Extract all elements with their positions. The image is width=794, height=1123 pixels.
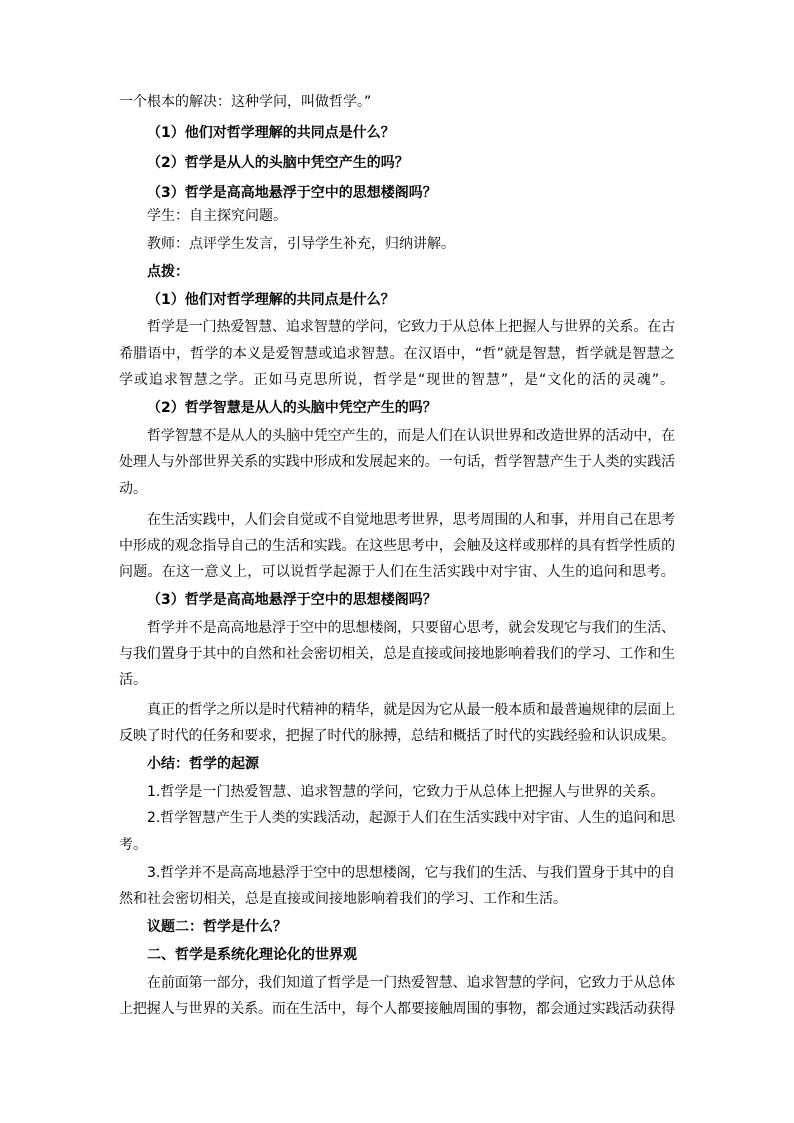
text-line: 希腊语中，哲学的本义是爱智慧或追求智慧。在汉语中，“哲”就是智慧，哲学就是智慧之	[119, 346, 675, 362]
text-line: 真正的哲学之所以是时代精神的精华，就是因为它从最一般本质和最普遍规律的层面上	[147, 702, 675, 718]
text-line: 在生活实践中，人们会自觉或不自觉地思考世界，思考周围的人和事，并用自己在思考	[147, 512, 675, 528]
text-line: 2.哲学智慧产生于人类的实践活动，起源于人们在生活实践中对宇宙、人生的追问和思	[147, 810, 675, 826]
heading-line: （3）哲学是高高地悬浮于空中的思想楼阁吗？	[147, 592, 437, 608]
heading-line: （1）他们对哲学理解的共同点是什么？	[147, 125, 395, 141]
text-line: 教师：点评学生发言，引导学生补充，归纳讲解。	[147, 236, 455, 252]
text-line: 动。	[119, 481, 147, 497]
text-line: 3.哲学并不是高高地悬浮于空中的思想楼阁，它与我们的生活、与我们置身于其中的自	[147, 865, 675, 881]
text-line: 上把握人与世界的关系。而在生活中，每个人都要接触周围的事物，都会通过实践活动获得	[119, 1001, 675, 1017]
heading-line: （3）哲学是高高地悬浮于空中的思想楼阁吗？	[147, 185, 437, 201]
text-line: 处理人与外部世界关系的实践中形成和发展起来的。一句话，哲学智慧产生于人类的实践活	[119, 454, 675, 470]
text-line: 考。	[119, 837, 147, 853]
heading-line: （2）哲学是从人的头脑中凭空产生的吗？	[147, 155, 409, 171]
text-line: 在前面第一部分，我们知道了哲学是一门热爱智慧、追求智慧的学问，它致力于从总体	[147, 975, 675, 991]
text-line: 活。	[119, 672, 147, 688]
heading-line: 议题二：哲学是什么？	[147, 919, 287, 935]
text-line: 中形成的观念指导自己的生活和实践。在这些思考中，会触及这样或那样的具有哲学性质的	[119, 538, 675, 554]
text-line: 反映了时代的任务和要求，把握了时代的脉搏，总结和概括了时代的实践经验和认识成果。	[119, 728, 675, 744]
text-line: 然和社会密切相关，总是直接或间接地影响着我们的学习、工作和生活。	[119, 891, 567, 907]
heading-line: （2）哲学智慧是从人的头脑中凭空产生的吗？	[147, 400, 437, 416]
text-line: 学或追求智慧之学。正如马克思所说，哲学是“现世的智慧”，是“文化的活的灵魂”。	[119, 372, 675, 388]
heading-line: （1）他们对哲学理解的共同点是什么？	[147, 292, 395, 308]
text-line: 一个根本的解决：这种学问，叫做哲学。”	[119, 94, 372, 110]
text-line: 学生：自主探究问题。	[147, 208, 287, 224]
text-line: 哲学智慧不是从人的头脑中凭空产生的，而是人们在认识世界和改造世界的活动中，在	[147, 428, 675, 444]
heading-line: 点拨：	[147, 264, 189, 280]
text-line: 问题。在这一意义上，可以说哲学起源于人们在生活实践中对宇宙、人生的追问和思考。	[119, 564, 675, 580]
text-line: 哲学是一门热爱智慧、追求智慧的学问，它致力于从总体上把握人与世界的关系。在古	[147, 319, 675, 335]
text-line: 与我们置身于其中的自然和社会密切相关，总是直接或间接地影响着我们的学习、工作和生	[119, 646, 675, 662]
text-line: 哲学并不是高高地悬浮于空中的思想楼阁，只要留心思考，就会发现它与我们的生活、	[147, 620, 675, 636]
heading-line: 小结：哲学的起源	[147, 756, 259, 772]
text-line: 1.哲学是一门热爱智慧、追求智慧的学问，它致力于从总体上把握人与世界的关系。	[147, 784, 665, 800]
heading-line: 二、哲学是系统化理论化的世界观	[147, 947, 357, 963]
